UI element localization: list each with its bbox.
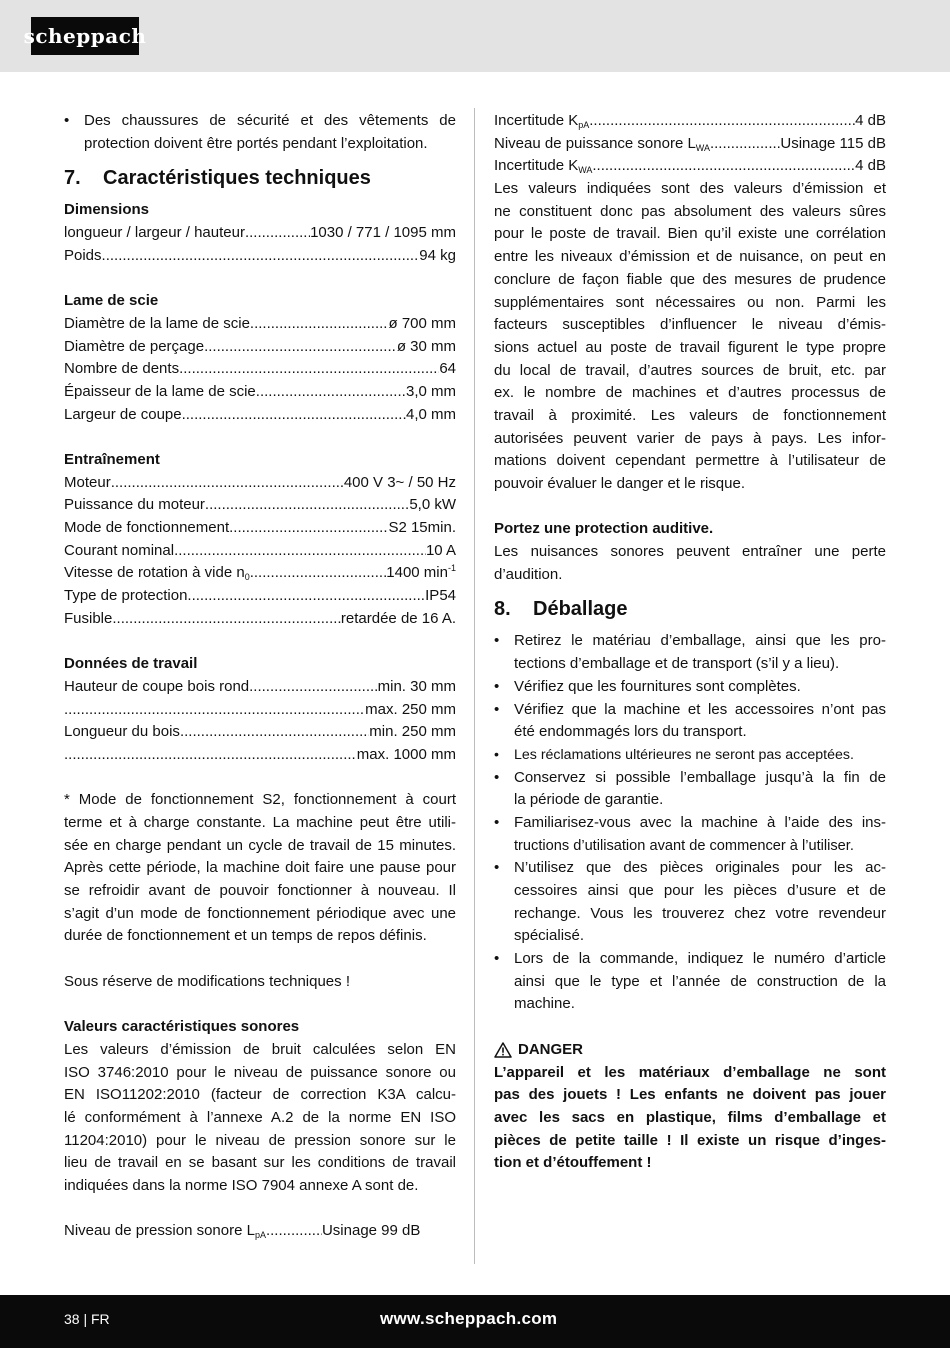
website-url: www.scheppach.com: [380, 1309, 558, 1328]
scheppach-logo: scheppach: [31, 17, 139, 55]
noise-text-line: 11204:2010) pour le niveau de pression sonore sur le: [64, 1131, 456, 1149]
section-7-heading: [64, 161, 456, 195]
spec-value: min. 30 mm: [377, 677, 456, 695]
spec-value: 94 kg: [419, 246, 456, 264]
noise-text-line: Les valeurs d’émission de bruit calculées selon EN: [64, 1040, 456, 1058]
hearing-text-line: Les nuisances sonores peuvent entraîner une perte: [494, 543, 886, 561]
spec-row: [64, 245, 456, 268]
paragraph-line: pour le poste de travail. Bien qu’il existe une corrélation: [494, 225, 886, 243]
paragraph-line: conclure de façon fiable que des mesures de prudence: [494, 270, 886, 288]
hearing-protection-heading: Portez une protection auditive.: [494, 520, 714, 538]
spec-label: Niveau de puissance sonore $L_{WA}$: [494, 134, 710, 153]
spec-value: 1400 $\min^{-1}$: [386, 563, 456, 582]
spec-row: [64, 313, 456, 336]
list-item: • Vérifiez que les fournitures sont complètes.: [494, 676, 886, 699]
list-item: ainsi que le type et l’année de construction de la: [514, 972, 886, 990]
spec-row: [64, 699, 456, 722]
spec-value: 400 V 3~ / 50 Hz: [343, 473, 456, 491]
section-number: 8.: [494, 598, 511, 621]
drive-heading: Entraînement: [64, 450, 160, 468]
intro-bullet-line: protection doivent être portés pendant l’exploitation.: [84, 134, 428, 152]
spec-label: Fusible: [64, 609, 113, 627]
list-item: • Retirez le matériau d’emballage, ainsi que les pro-: [494, 630, 886, 653]
list-item: rechange. Vous les trouverez chez votre revendeur: [514, 904, 886, 922]
spec-value: 10 A: [425, 541, 456, 559]
spec-label: Épaisseur de la lame de scie: [64, 382, 256, 400]
noise-text-line: lé conformément à l’annexe A.2 de la norme EN ISO: [64, 1108, 456, 1126]
spec-value: Usinage 99 dB: [321, 1222, 421, 1240]
danger-text-line: tion et d’étouffement !: [494, 1154, 652, 1172]
spec-value: IP54: [425, 587, 456, 605]
spec-label: Hauteur de coupe bois rond: [64, 677, 250, 695]
spec-value: ø 700 mm: [388, 314, 456, 332]
list-item: cessoires ainsi que pour les pièces d’usure et de: [514, 882, 886, 899]
spec-row: [64, 1220, 452, 1243]
section-title: Caractéristiques techniques: [103, 167, 371, 190]
list-item: • Conservez si possible l’emballage jusqu’à la fin de: [494, 767, 886, 790]
spec-row: [64, 222, 456, 245]
hearing-text-line: d’audition.: [494, 565, 563, 583]
note-line: sée en charge pendant un cycle de travail de 15 minutes.: [64, 836, 456, 854]
note-line: se refroidir avant de pouvoir fonctionner à nouveau. Il: [64, 882, 456, 899]
note-line: s’agit d’un mode de fonctionnement périodique avec une: [64, 904, 456, 922]
spec-row: [494, 133, 886, 156]
spec-label: longueur / largeur / hauteur: [64, 224, 245, 242]
spec-label: Poids: [64, 246, 102, 264]
list-item: • Vérifiez que la machine et les accessoires n’ont pas: [494, 699, 886, 722]
spec-row: [64, 404, 456, 427]
danger-text-line: avec les sacs en plastique, films d’emballage et: [494, 1108, 886, 1126]
spec-label: Longueur du bois: [64, 723, 180, 741]
spec-label: Diamètre de perçage: [64, 337, 205, 355]
left-column: [64, 110, 456, 1243]
spec-row: [64, 494, 456, 517]
spec-label: Largeur de coupe: [64, 405, 182, 423]
page-footer: [0, 1295, 950, 1348]
section-8-heading: [494, 592, 886, 626]
paragraph-line: autorisées peuvent varier de pays à pays. Les infor-: [494, 429, 886, 447]
note-line: durée de fonctionnement et un temps de repos définis.: [64, 927, 427, 945]
spec-row: [64, 585, 456, 608]
list-item: été endommagés lors du transport.: [514, 723, 747, 741]
section-number: 7.: [64, 167, 81, 190]
spec-label: Puissance du moteur: [64, 496, 205, 514]
list-item: la période de garantie.: [514, 791, 664, 809]
note-line: Après cette période, la machine doit faire une pause pour: [64, 859, 456, 877]
noise-text-line: ISO 3746:2010 pour le niveau de puissance sonore ou: [64, 1063, 456, 1081]
page-header: [0, 0, 950, 72]
spec-row: [64, 608, 456, 631]
intro-bullet-line: • Des chaussures de sécurité et des vêtements de: [64, 110, 456, 133]
blade-heading: Lame de scie: [64, 292, 159, 310]
spec-label: Diamètre de la lame de scie: [64, 314, 250, 332]
paragraph-line: Les valeurs indiquées sont des valeurs d’émission et: [494, 180, 886, 198]
spec-label: Niveau de pression sonore $L_{pA}$: [64, 1222, 266, 1241]
list-item: tections d’emballage et de transport (s’il y a lieu).: [514, 655, 840, 673]
dimensions-heading: Dimensions: [64, 201, 150, 219]
spec-row: [64, 540, 456, 563]
spec-value: S2 15min.: [388, 519, 456, 536]
spec-value: 5,0 kW: [409, 496, 456, 514]
paragraph-line: pouvoir évaluer le danger et le risque.: [494, 475, 745, 492]
reserve-note: Sous réserve de modifications techniques !: [64, 972, 350, 990]
spec-label: Nombre de dents: [64, 360, 180, 378]
spec-row: [64, 358, 456, 381]
danger-label: DANGER: [518, 1040, 584, 1058]
spec-value: Usinage 115 dB: [780, 134, 886, 152]
noise-text-line: EN ISO11202:2010 (facteur de correction K3A calcu-: [64, 1086, 456, 1104]
noise-values-heading: Valeurs caractéristiques sonores: [64, 1018, 300, 1036]
spec-value: 4 dB: [855, 157, 886, 175]
paragraph-line: supplémentaires sont nécessaires ou non. Parmi les: [494, 293, 886, 311]
spec-row: [64, 381, 456, 404]
paragraph-line: du local de travail, d’autres sources de bruit, etc. par: [494, 361, 886, 379]
spec-value: 3,0 mm: [405, 382, 456, 400]
spec-value: 64: [439, 360, 456, 378]
danger-text-line: pièces de petite taille ! Il existe un risque d’inges-: [494, 1131, 886, 1149]
list-item: • Les réclamations ultérieures ne seront pas acceptées.: [494, 744, 886, 767]
paragraph-line: ne constituent donc pas absolument des valeurs sûres: [494, 202, 886, 220]
spec-value: 4,0 mm: [405, 405, 456, 423]
spec-label: Type de protection: [64, 587, 188, 605]
list-item: spécialisé.: [514, 927, 585, 945]
warning-triangle-icon: [494, 1042, 512, 1058]
spec-row: [64, 517, 456, 540]
noise-text-line: lieu de travail en se basant sur les conditions de travail: [64, 1154, 456, 1172]
note-line: terme et à charge constante. La machine peut être utili-: [64, 813, 456, 831]
spec-label: Courant nominal: [64, 541, 175, 559]
list-item: • Familiarisez-vous avec la machine à l’aide des ins-: [494, 812, 886, 835]
spec-row: [64, 562, 456, 585]
spec-value: max. 250 mm: [365, 700, 456, 718]
spec-value: ø 30 mm: [396, 337, 456, 355]
paragraph-line: ex. le nombre de machines et d’autres processus de: [494, 384, 886, 402]
spec-label: Moteur: [64, 473, 111, 491]
spec-value: max. 1000 mm: [356, 745, 456, 763]
danger-text-line: L’appareil et les matériaux d’emballage ne sont: [494, 1063, 886, 1081]
paragraph-line: facteurs susceptibles d’influencer le niveau d’émis-: [494, 316, 886, 334]
spec-row: [64, 744, 456, 767]
spec-row: [494, 155, 886, 178]
right-column: [494, 110, 886, 1175]
spec-label: Incertitude $K_{pA}$: [494, 112, 590, 130]
spec-row: [64, 336, 456, 359]
spec-row: [64, 472, 456, 495]
spec-value: 4 dB: [855, 112, 886, 129]
danger-heading: [494, 1039, 886, 1062]
noise-text-line: indiquées dans la norme ISO 7904 annexe A sont de.: [64, 1176, 419, 1194]
paragraph-line: sions actuel au poste de travail figurent le type propre: [494, 338, 886, 356]
spec-value: 1030 / 771 / 1095 mm: [310, 224, 456, 242]
spec-label: Mode de fonctionnement: [64, 519, 230, 536]
spec-value: min. 250 mm: [369, 723, 456, 741]
note-line: * Mode de fonctionnement S2, fonctionnement à court: [64, 791, 456, 809]
paragraph-line: travail à proximité. Les valeurs de fonctionnement: [494, 406, 886, 424]
paragraph-line: mations doivent cependant permettre à l’utilisateur de: [494, 452, 886, 470]
spec-row: [64, 676, 456, 699]
page-number: 38 | FR: [64, 1311, 110, 1327]
spec-value: retardée de 16 A.: [340, 609, 456, 627]
section-title: Déballage: [533, 598, 628, 621]
danger-text-line: pas des jouets ! Les enfants ne doivent pas jouer: [494, 1086, 886, 1104]
work-data-heading: Données de travail: [64, 655, 198, 673]
list-item: tructions d’utilisation avant de commencer à l’utiliser.: [514, 837, 854, 854]
list-item: • N’utilisez que des pièces originales pour les ac-: [494, 857, 886, 880]
spec-label: Incertitude $K_{WA}$: [494, 157, 593, 176]
spec-row: [64, 721, 456, 744]
list-item: • Lors de la commande, indiquez le numéro d’article: [494, 948, 886, 971]
paragraph-line: entre les niveaux d’émission et de nuisance, on peut en: [494, 248, 886, 266]
spec-label: Vitesse de rotation à vide $n_0$: [64, 564, 250, 583]
column-divider: [474, 108, 475, 1264]
spec-row: [494, 110, 886, 133]
list-item: machine.: [514, 995, 575, 1013]
